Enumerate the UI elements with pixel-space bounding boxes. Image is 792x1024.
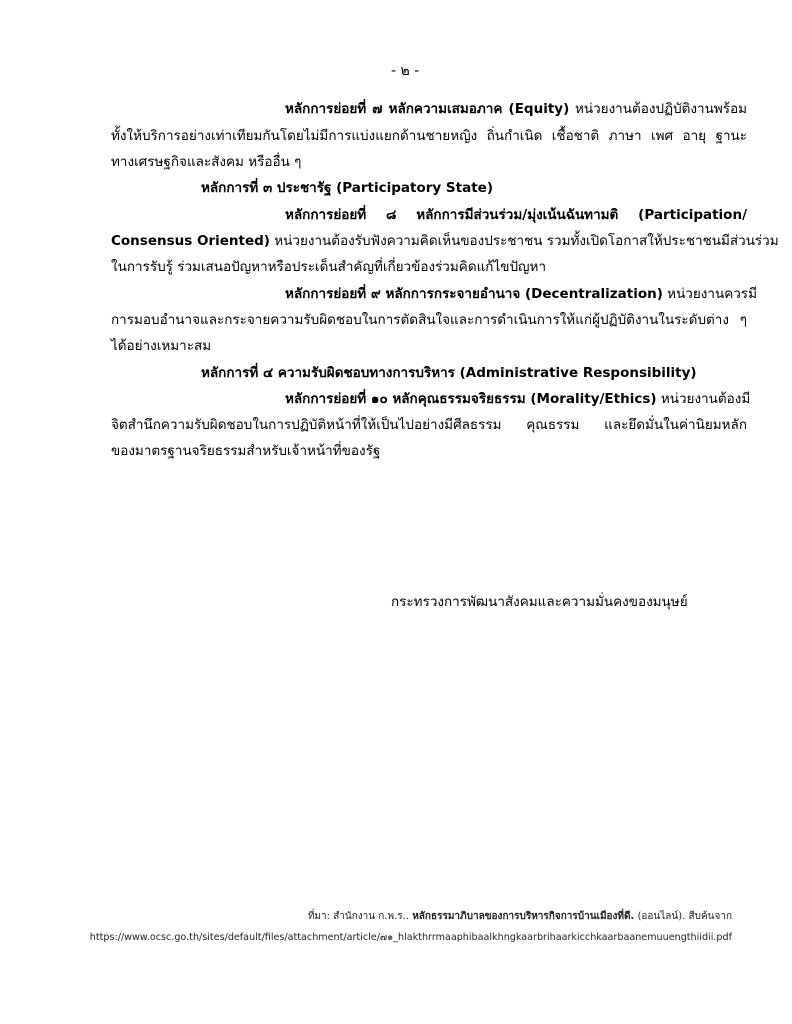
principle4-heading: หลักการที่ ๔ ความรับผิดชอบทางการบริหาร (Administrative Responsibility) bbox=[201, 365, 697, 381]
sub8-line-2 bbox=[111, 232, 779, 250]
source-citation bbox=[308, 910, 732, 924]
sub7-first-line bbox=[285, 100, 747, 118]
sub9-line-3: ได้อย่างเหมาะสม bbox=[111, 338, 212, 354]
sub9-line-2: การมอบอำนาจและกระจายความรับผิดชอบในการตัดสินใจและการดำเนินการให้แก่ผู้ปฏิบัติงานในระดับต่าง ๆ bbox=[111, 312, 747, 328]
sub7-lead: หน่วยงานต้องปฏิบัติงานพร้อม bbox=[569, 101, 747, 117]
principle3-heading: หลักการที่ ๓ ประชารัฐ (Participatory State) bbox=[201, 180, 493, 196]
sub10-line-3: ของมาตรฐานจริยธรรมสำหรับเจ้าหน้าที่ของรัฐ bbox=[111, 443, 381, 459]
sub10-line-2: จิตสำนึกความรับผิดชอบในการปฏิบัติหน้าที่ให้เป็นไปอย่างมีศีลธรรม คุณธรรม และยึดมั่นในค่านิยมหลัก bbox=[111, 417, 747, 433]
source-title: หลักธรรมาภิบาลของการบริหารกิจการบ้านเมืองที่ดี. bbox=[412, 911, 635, 922]
page-number: - ๒ - bbox=[391, 63, 420, 79]
sub9-lead: หน่วยงานควรมี bbox=[662, 286, 757, 302]
sub10-first-line bbox=[285, 390, 751, 408]
ministry-name: กระทรวงการพัฒนาสังคมและความมั่นคงของมนุษย์ bbox=[391, 594, 688, 610]
sub8-line-2-text: หน่วยงานต้องรับฟังความคิดเห็นของประชาชน รวมทั้งเปิดโอกาสให้ประชาชนมีส่วนร่วม bbox=[269, 233, 779, 249]
sub10-lead: หน่วยงานต้องมี bbox=[656, 391, 751, 407]
source-suffix: (ออนไลน์). สืบค้นจาก bbox=[634, 911, 732, 922]
sub8-line-3: ในการรับรู้ ร่วมเสนอปัญหาหรือประเด็นสำคัญที่เกี่ยวข้องร่วมคิดแก้ไขปัญหา bbox=[111, 259, 547, 275]
sub8-heading-continued: Consensus Oriented) bbox=[111, 233, 270, 249]
sub10-heading: หลักการย่อยที่ ๑๐ หลักคุณธรรมจริยธรรม (Morality/Ethics) bbox=[285, 391, 657, 407]
sub9-heading: หลักการย่อยที่ ๙ หลักการกระจายอำนาจ (Decentralization) bbox=[285, 286, 663, 302]
sub8-heading: หลักการย่อยที่ ๘ หลักการมีส่วนร่วม/มุ่งเน้นฉันทามติ (Participation/ bbox=[285, 207, 747, 223]
sub7-line-2: ทั้งให้บริการอย่างเท่าเทียมกันโดยไม่มีการแบ่งแยกด้านชายหญิง ถิ่นกำเนิด เชื้อชาติ ภาษา เพศ อายุ ฐานะ bbox=[111, 128, 747, 144]
source-url[interactable]: https://www.ocsc.go.th/sites/default/files/attachment/article/๗๑_hlakthrrmaaphibaalkhngkaarbrihaarkicchkaarbaanemuuengthiidii.pdf bbox=[89, 932, 732, 943]
sub9-first-line bbox=[285, 285, 757, 303]
sub7-heading: หลักการย่อยที่ ๗ หลักความเสมอภาค (Equity) bbox=[285, 101, 570, 117]
sub7-line-3: ทางเศรษฐกิจและสังคม หรืออื่น ๆ bbox=[111, 154, 302, 170]
source-prefix: ที่มา: สำนักงาน ก.พ.ร.. bbox=[307, 911, 413, 922]
